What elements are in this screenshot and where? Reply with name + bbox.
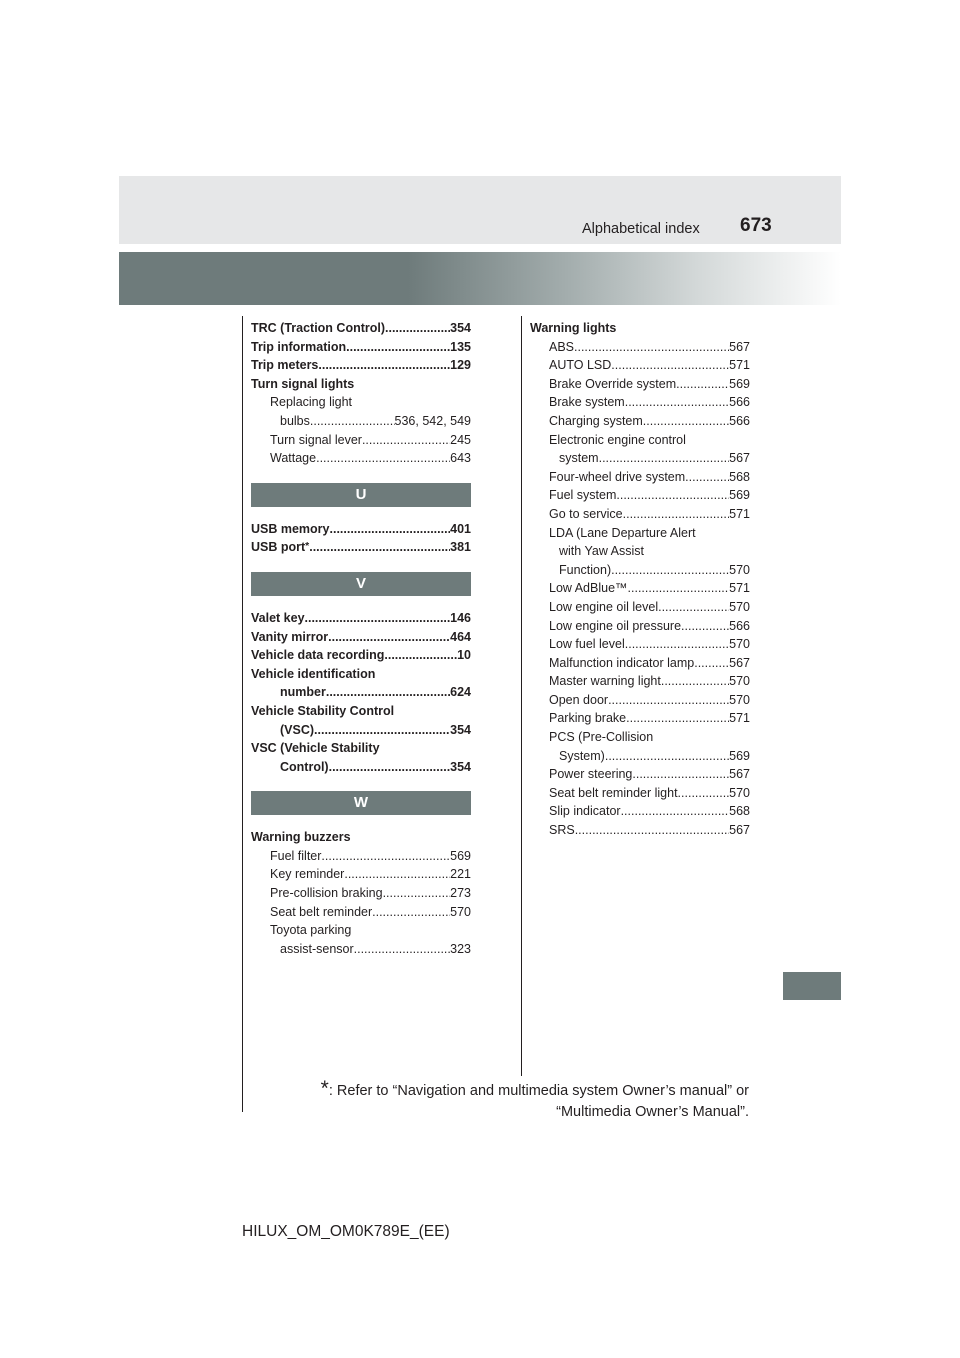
- leader-dots: [616, 486, 729, 505]
- entry-term: Go to service: [549, 506, 623, 521]
- index-heading: Toyota parking: [270, 923, 352, 938]
- index-heading: Electronic engine control: [549, 432, 686, 447]
- leader-dots: [310, 412, 395, 431]
- leader-dots: [321, 847, 450, 866]
- entry-page-ref: 566: [729, 395, 750, 410]
- entry-term: Low engine oil level: [549, 599, 659, 614]
- entry-page-ref: 245: [450, 432, 471, 447]
- entry-page-ref: 567: [729, 767, 750, 782]
- entry-page-ref: 354: [450, 321, 471, 335]
- leader-dots: [372, 903, 450, 922]
- leader-dots: [314, 721, 450, 740]
- entry-term: Wattage: [270, 451, 317, 466]
- chapter-side-tab: [783, 972, 841, 1000]
- index-entry: [251, 538, 471, 557]
- entry-term: Four-wheel drive system: [549, 469, 686, 484]
- index-entry: [251, 758, 471, 777]
- header-gradient-bar: [119, 252, 841, 305]
- leader-dots: [608, 691, 729, 710]
- entry-page-ref: 135: [450, 339, 471, 354]
- entry-page-ref: 566: [729, 413, 750, 428]
- index-entry: [251, 628, 471, 647]
- leader-dots: [678, 784, 730, 803]
- index-entry: [530, 802, 750, 821]
- index-heading: Warning buzzers: [251, 830, 351, 845]
- entry-term: Parking brake: [549, 711, 627, 726]
- index-entry: [251, 683, 471, 702]
- leader-dots: [625, 635, 729, 654]
- entry-term: (VSC): [280, 722, 315, 737]
- footnote-marker: *: [320, 1077, 329, 1100]
- leader-dots: [575, 821, 729, 840]
- index-heading: Replacing light: [270, 395, 352, 410]
- index-entry: [251, 338, 471, 357]
- header-band: [119, 176, 841, 244]
- footnote-text-1: : Refer to “Navigation and multimedia system Owner’s manual” or: [328, 1083, 749, 1099]
- index-entry: [530, 449, 750, 468]
- entry-term: AUTO LSD: [549, 358, 612, 373]
- leader-dots: [346, 338, 450, 357]
- entry-term: assist-sensor: [280, 941, 354, 956]
- letter-heading: U: [251, 483, 471, 507]
- entry-term: Valet key: [251, 610, 305, 625]
- entry-page-ref: 569: [450, 848, 471, 863]
- leader-dots: [611, 356, 729, 375]
- entry-term: Pre-collision braking: [270, 886, 383, 901]
- leader-dots: [574, 338, 729, 357]
- index-entry: [530, 821, 750, 840]
- index-heading: PCS (Pre-Collision: [549, 730, 654, 745]
- leader-dots: [676, 375, 729, 394]
- index-entry: [251, 721, 471, 740]
- leader-dots: [329, 758, 451, 777]
- index-entry: [530, 561, 750, 580]
- index-entry: [251, 412, 471, 431]
- index-entry: [530, 338, 750, 357]
- document-code: HILUX_OM_OM0K789E_(EE): [242, 1223, 450, 1240]
- entry-term: Trip meters: [251, 358, 319, 373]
- leader-dots: [623, 505, 730, 524]
- entry-term: Vanity mirror: [251, 629, 329, 644]
- leader-dots: [328, 628, 450, 647]
- index-entry: [530, 412, 750, 431]
- entry-page-ref: 570: [729, 674, 750, 689]
- entry-term: Charging system: [549, 413, 643, 428]
- entry-page-ref: 570: [729, 637, 750, 652]
- index-heading: Vehicle identification: [251, 666, 376, 681]
- leader-dots: [316, 449, 450, 468]
- index-entry: [530, 784, 750, 803]
- leader-dots: [385, 319, 450, 338]
- index-entry: [530, 356, 750, 375]
- index-entry: [251, 449, 471, 468]
- leader-dots: [605, 747, 729, 766]
- index-entry: [530, 747, 750, 766]
- page-number: 673: [740, 215, 772, 236]
- leader-dots: [611, 561, 729, 580]
- section-title: Alphabetical index: [582, 221, 700, 237]
- entry-page-ref: 221: [450, 867, 471, 882]
- leader-dots: [326, 683, 450, 702]
- leader-dots: [384, 646, 457, 665]
- entry-page-ref: 10: [457, 648, 471, 663]
- entry-term: Vehicle data recording: [251, 648, 385, 663]
- footnote: [321, 1078, 749, 1123]
- leader-dots: [632, 765, 729, 784]
- entry-page-ref: 569: [729, 748, 750, 763]
- leader-dots: [599, 449, 730, 468]
- entry-term: Low AdBlue™: [549, 581, 628, 596]
- entry-term: Fuel filter: [270, 848, 322, 863]
- entry-term: USB memory: [251, 521, 330, 536]
- index-entry: [251, 646, 471, 665]
- index-entry: [530, 691, 750, 710]
- entry-page-ref: 381: [450, 540, 471, 555]
- index-entry: [251, 356, 471, 375]
- entry-term: bulbs: [280, 413, 310, 428]
- entry-page-ref: 568: [729, 469, 750, 484]
- leader-dots: [685, 468, 729, 487]
- leader-dots: [318, 356, 450, 375]
- entry-page-ref: 569: [729, 376, 750, 391]
- index-heading: VSC (Vehicle Stability: [251, 741, 380, 756]
- index-entry: [530, 486, 750, 505]
- entry-term: SRS: [549, 823, 575, 838]
- index-entry: [251, 903, 471, 922]
- index-entry: [251, 940, 471, 959]
- entry-page-ref: 570: [729, 562, 750, 577]
- entry-page-ref: 401: [450, 521, 471, 536]
- index-column-right: [530, 319, 750, 840]
- leader-dots: [621, 802, 730, 821]
- index-entry: [251, 520, 471, 539]
- entry-page-ref: 567: [729, 655, 750, 670]
- leader-dots: [330, 520, 451, 539]
- entry-term: Seat belt reminder light: [549, 785, 678, 800]
- entry-page-ref: 571: [729, 581, 750, 596]
- entry-page-ref: 567: [729, 339, 750, 354]
- leader-dots: [383, 884, 451, 903]
- letter-heading: W: [251, 791, 471, 815]
- entry-page-ref: 567: [729, 451, 750, 466]
- index-entry: [251, 847, 471, 866]
- leader-dots: [681, 617, 729, 636]
- index-entry: [251, 431, 471, 450]
- entry-page-ref: 567: [729, 823, 750, 838]
- entry-term: Low engine oil pressure: [549, 618, 682, 633]
- entry-page-ref: 354: [450, 722, 471, 737]
- entry-page-ref: 273: [450, 886, 471, 901]
- entry-page-ref: 536, 542, 549: [394, 413, 471, 428]
- leader-dots: [658, 598, 729, 617]
- entry-term: Function): [559, 562, 612, 577]
- entry-term: Master warning light: [549, 674, 661, 689]
- entry-page-ref: 624: [450, 685, 471, 700]
- entry-page-ref: 464: [450, 629, 471, 644]
- index-entry: [251, 609, 471, 628]
- entry-page-ref: 569: [729, 488, 750, 503]
- entry-page-ref: 571: [729, 358, 750, 373]
- entry-term: TRC (Traction Control): [251, 321, 386, 335]
- entry-term: Open door: [549, 692, 609, 707]
- entry-page-ref: 571: [729, 711, 750, 726]
- index-column-left: [251, 319, 471, 958]
- entry-page-ref: 570: [729, 599, 750, 614]
- leader-dots: [344, 865, 450, 884]
- entry-page-ref: 323: [450, 941, 471, 956]
- leader-dots: [354, 940, 451, 959]
- leader-dots: [362, 431, 450, 450]
- leader-dots: [309, 538, 450, 557]
- footnote-line-2: “Multimedia Owner’s Manual”.: [556, 1104, 749, 1120]
- entry-term: Key reminder: [270, 867, 345, 882]
- leader-dots: [626, 709, 729, 728]
- index-entry: [530, 709, 750, 728]
- leader-dots: [625, 393, 729, 412]
- index-heading: Warning lights: [530, 321, 617, 335]
- entry-term: number: [280, 685, 326, 700]
- letter-section-spacer: [251, 776, 471, 828]
- left-margin-rule: [242, 316, 243, 1112]
- entry-page-ref: 566: [729, 618, 750, 633]
- index-heading: LDA (Lane Departure Alert: [549, 525, 696, 540]
- entry-term: Turn signal lever: [270, 432, 362, 447]
- index-entry: [530, 375, 750, 394]
- entry-page-ref: 568: [729, 804, 750, 819]
- entry-page-ref: 354: [450, 759, 471, 774]
- entry-term: USB port: [251, 540, 306, 555]
- entry-page-ref: 570: [729, 785, 750, 800]
- index-entry: [530, 579, 750, 598]
- entry-term: Brake Override system: [549, 376, 677, 391]
- entry-term: Control): [280, 759, 329, 774]
- index-entry: [530, 393, 750, 412]
- entry-term: System): [559, 748, 605, 763]
- entry-term: ABS: [549, 339, 575, 354]
- index-entry: [530, 654, 750, 673]
- footnote-line-1: [321, 1078, 749, 1102]
- entry-term: Power steering: [549, 767, 633, 782]
- index-heading: with Yaw Assist: [559, 544, 644, 559]
- index-entry: [530, 635, 750, 654]
- entry-term: Low fuel level: [549, 637, 625, 652]
- index-entry: [530, 505, 750, 524]
- leader-dots: [305, 609, 451, 628]
- leader-dots: [643, 412, 729, 431]
- entry-page-ref: 146: [450, 610, 471, 625]
- leader-dots: [628, 579, 730, 598]
- index-entry: [251, 319, 471, 338]
- index-entry: [251, 884, 471, 903]
- entry-term: Trip information: [251, 339, 347, 354]
- leader-dots: [694, 654, 729, 673]
- entry-page-ref: 129: [450, 358, 471, 373]
- letter-section-spacer: [251, 468, 471, 520]
- entry-page-ref: 570: [450, 904, 471, 919]
- entry-term: system: [559, 451, 599, 466]
- index-entry: [530, 765, 750, 784]
- index-entry: [530, 672, 750, 691]
- index-heading: Turn signal lights: [251, 376, 355, 391]
- entry-term: Fuel system: [549, 488, 617, 503]
- index-heading: Vehicle Stability Control: [251, 703, 395, 718]
- entry-term: Slip indicator: [549, 804, 621, 819]
- entry-term: Malfunction indicator lamp: [549, 655, 695, 670]
- index-entry: [530, 598, 750, 617]
- entry-term: Seat belt reminder: [270, 904, 373, 919]
- index-entry: [530, 468, 750, 487]
- entry-page-ref: 643: [450, 451, 471, 466]
- column-divider: [521, 316, 522, 1076]
- letter-heading: V: [251, 572, 471, 596]
- entry-page-ref: 570: [729, 692, 750, 707]
- entry-term: Brake system: [549, 395, 625, 410]
- index-entry: [530, 617, 750, 636]
- index-entry: [251, 865, 471, 884]
- entry-page-ref: 571: [729, 506, 750, 521]
- letter-section-spacer: [251, 557, 471, 609]
- footnote-marker: *: [305, 541, 310, 553]
- leader-dots: [661, 672, 729, 691]
